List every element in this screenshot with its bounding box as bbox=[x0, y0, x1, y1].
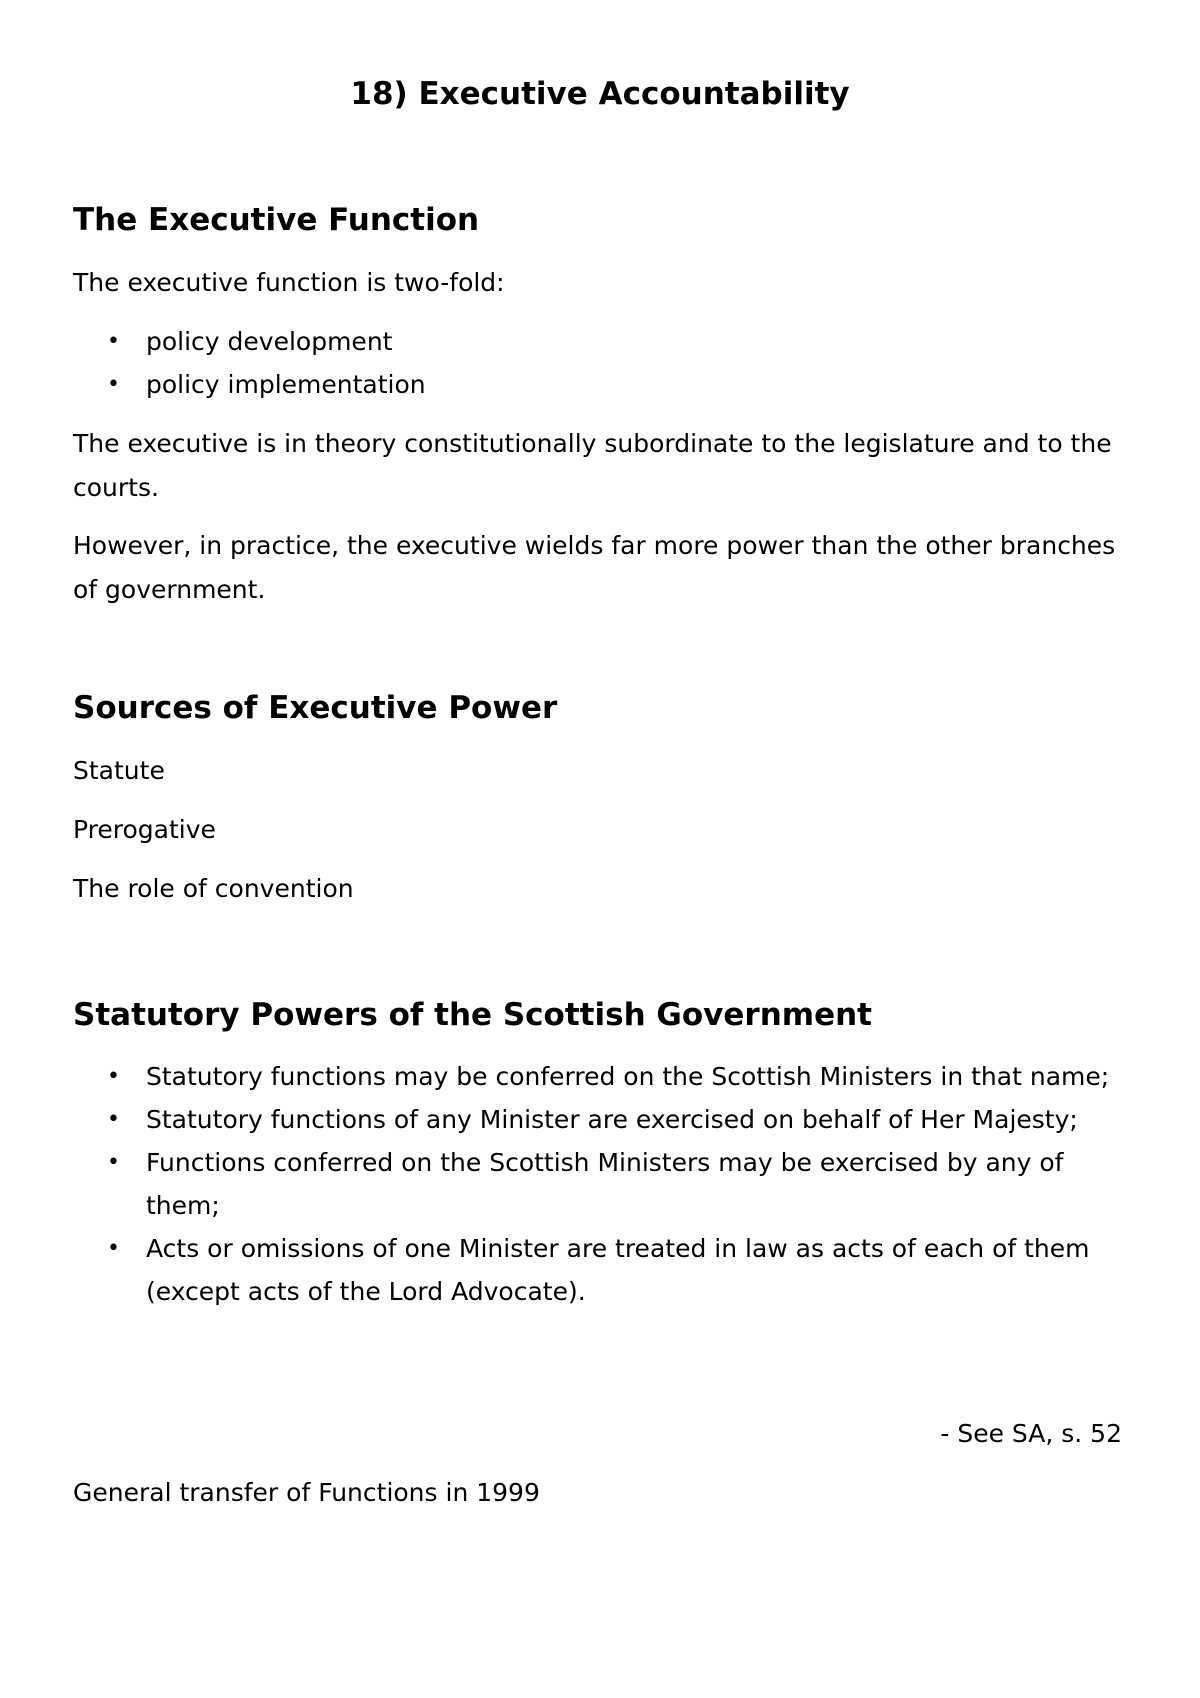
closing-line: General transfer of Functions in 1999 bbox=[73, 1478, 540, 1507]
list-item: • Acts or omissions of one Minister are treated in law as acts of each of them (except acts of the Lord Advocate). bbox=[73, 1227, 1133, 1313]
section-heading-executive-function: The Executive Function bbox=[73, 202, 480, 238]
citation: - See SA, s. 52 bbox=[940, 1419, 1122, 1448]
source-convention: The role of convention bbox=[73, 874, 354, 903]
list-item: • Statutory functions may be conferred on the Scottish Ministers in that name; bbox=[73, 1055, 1133, 1098]
executive-function-list bbox=[73, 320, 1133, 406]
paragraph-subordinate: The executive is in theory constitutionally subordinate to the legislature and to the courts. bbox=[73, 429, 1112, 502]
paragraph-in-practice: However, in practice, the executive wields far more power than the other branches of government. bbox=[73, 531, 1116, 604]
source-prerogative: Prerogative bbox=[73, 815, 216, 844]
section-heading-sources-of-power: Sources of Executive Power bbox=[73, 690, 558, 726]
list-item: • Functions conferred on the Scottish Ministers may be exercised by any of them; bbox=[73, 1141, 1133, 1227]
list-item: • policy implementation bbox=[73, 363, 1133, 406]
section-heading-statutory-powers: Statutory Powers of the Scottish Government bbox=[73, 997, 872, 1033]
list-item: • Statutory functions of any Minister are exercised on behalf of Her Majesty; bbox=[73, 1098, 1133, 1141]
list-item: • policy development bbox=[73, 320, 1133, 363]
page-title: 18) Executive Accountability bbox=[350, 76, 850, 112]
source-statute: Statute bbox=[73, 756, 165, 785]
statutory-powers-list bbox=[73, 1055, 1133, 1313]
executive-function-intro: The executive function is two-fold: bbox=[73, 268, 505, 297]
